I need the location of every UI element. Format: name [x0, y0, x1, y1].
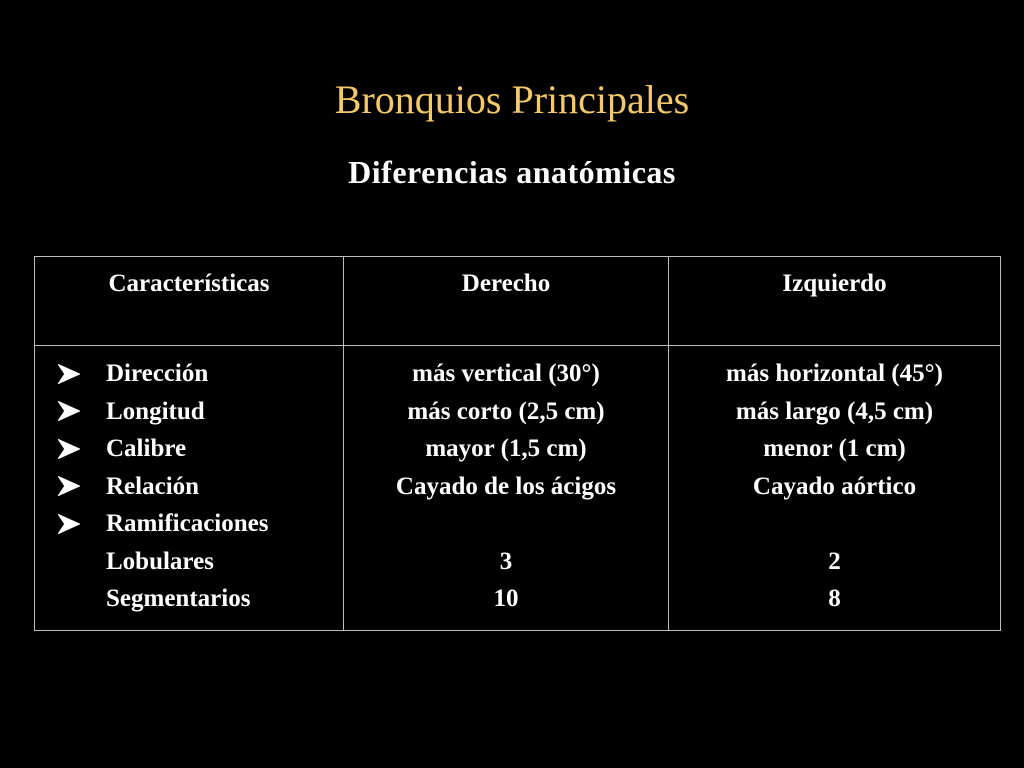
derecho-longitud: más corto (2,5 cm)	[407, 397, 605, 425]
derecho-calibre: mayor (1,5 cm)	[425, 435, 587, 462]
feature-item-calibre	[35, 430, 343, 468]
derecho-lobulares: 3	[499, 547, 513, 575]
comparison-table	[34, 256, 1001, 631]
feature-item-relacion	[35, 468, 343, 506]
izquierdo-lobulares: 2	[828, 547, 841, 575]
arrowhead-bullet-icon	[57, 355, 80, 393]
header-izquierdo: Izquierdo	[669, 257, 1001, 346]
izquierdo-direccion: más horizontal (45°)	[726, 360, 943, 387]
spacer	[669, 505, 1000, 543]
table-header-row	[35, 257, 1001, 346]
feature-label: Ramificaciones	[106, 510, 269, 537]
izquierdo-longitud: más largo (4,5 cm)	[735, 397, 934, 425]
izquierdo-segmentarios: 8	[828, 585, 841, 612]
arrowhead-bullet-icon	[57, 430, 80, 468]
header-derecho: Derecho	[344, 257, 669, 346]
izquierdo-calibre: menor (1 cm)	[763, 435, 906, 462]
spacer	[344, 505, 668, 543]
derecho-segmentarios: 10	[493, 585, 519, 612]
izquierdo-values-cell	[669, 346, 1001, 631]
feature-item-ramificaciones	[35, 505, 343, 543]
derecho-relacion: Cayado de los ácigos	[395, 472, 617, 500]
derecho-values-cell	[344, 346, 669, 631]
arrowhead-bullet-icon	[57, 468, 80, 506]
slide-subtitle: Diferencias anatómicas	[348, 154, 676, 190]
arrowhead-bullet-icon	[57, 505, 80, 543]
sub-feature-lobulares: Lobulares	[106, 547, 214, 575]
feature-item-direccion	[35, 355, 343, 393]
feature-label: Calibre	[106, 435, 187, 462]
feature-list	[35, 355, 343, 543]
slide-title: Bronquios Principales	[334, 77, 690, 122]
izquierdo-relacion: Cayado aórtico	[752, 472, 917, 500]
features-cell	[35, 346, 344, 631]
feature-label: Dirección	[106, 360, 209, 387]
feature-label: Longitud	[106, 397, 205, 425]
derecho-direccion: más vertical (30°)	[412, 360, 600, 387]
table-row	[35, 346, 1001, 631]
sub-feature-segmentarios: Segmentarios	[106, 585, 251, 612]
header-caracteristicas: Características	[35, 257, 344, 346]
feature-label: Relación	[106, 472, 200, 500]
arrowhead-bullet-icon	[57, 393, 80, 431]
feature-item-longitud	[35, 393, 343, 431]
